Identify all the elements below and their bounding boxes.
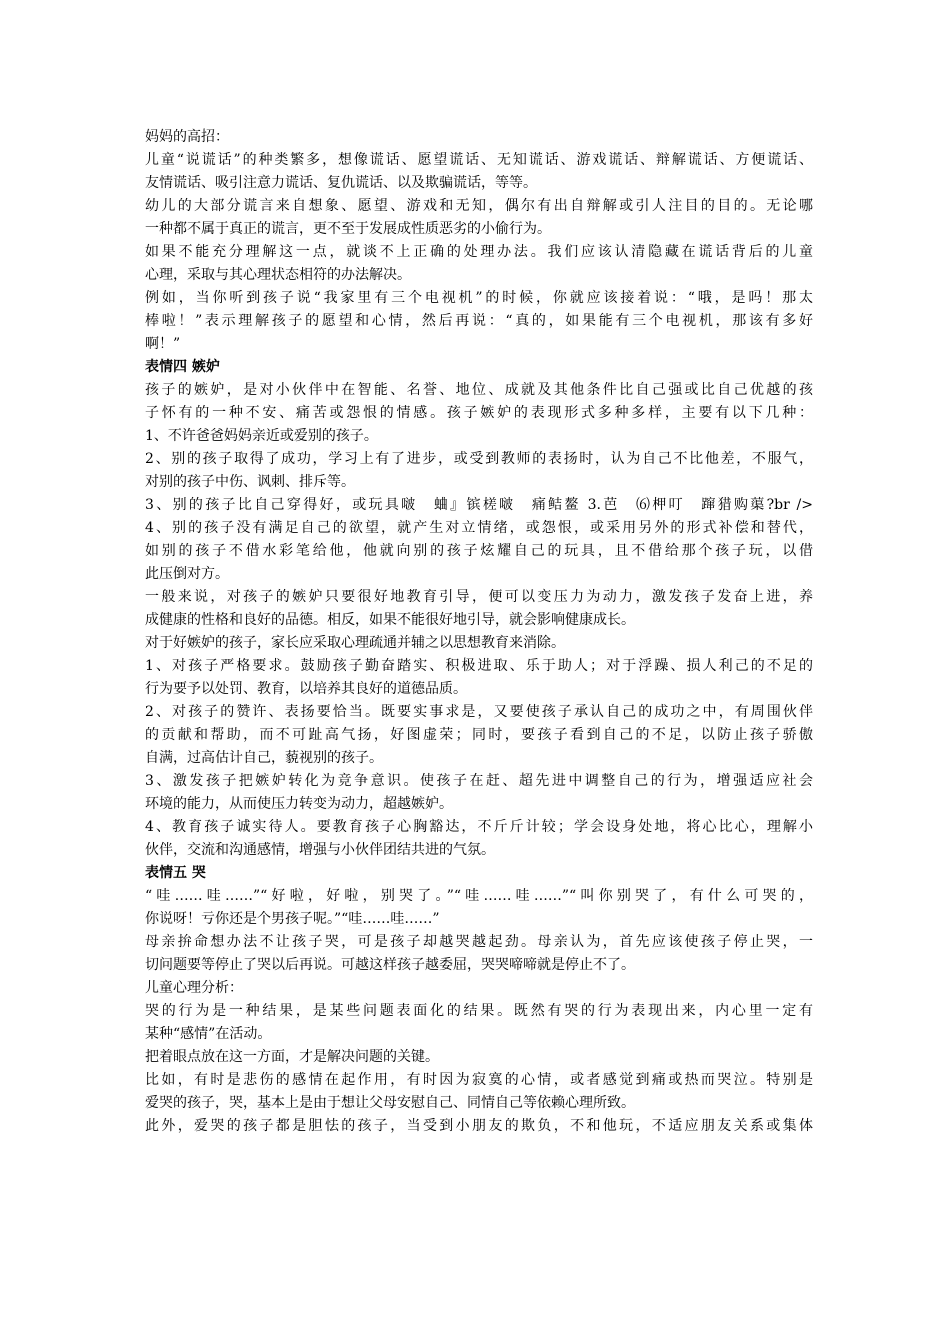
text-line: 爱哭的孩子，哭，基本上是由于想让父母安慰自己、同情自己等依赖心理所致。 [145,1095,635,1111]
text-line: 自满，过高估计自己，藐视别的孩子。 [145,750,383,766]
text-line: 母亲拚命想办法不让孩子哭，可是孩子却越哭越起劲。母亲认为，首先应该使孩子停止哭，一 [145,934,813,950]
text-line: 3、别的孩子比自己穿得好，或玩具啵 蛐』镔槎啵 痛鲒鳌 3.芭 ⑹柙叮 蹿猎购蕖?br /> [145,497,813,513]
text-line: 你说呀！亏你还是个男孩子呢。”“哇……哇……” [145,911,440,927]
text-line: 4、教育孩子诚实待人。要教育孩子心胸豁达，不斤斤计较；学会设身处地，将心比心，理解小 [145,819,813,835]
text-line: 的贡献和帮助，而不可趾高气扬，好图虚荣；同时，要孩子看到自己的不足，以防止孩子骄傲 [145,727,813,743]
text-line: 此压倒对方。 [145,566,229,582]
text-line: 啊！” [145,336,181,352]
text-line: 儿童心理分析： [145,980,243,996]
text-line: 友情谎话、吸引注意力谎话、复仇谎话、以及欺骗谎话，等等。 [145,175,537,191]
text-line: “哇……哇……”“好啦，好啦，别哭了。”“哇……哇……”“叫你别哭了，有什么可哭的， [145,888,813,904]
text-line: 一种都不属于真正的谎言，更不至于发展成性质恶劣的小偷行为。 [145,221,551,237]
text-line: 儿童“说谎话”的种类繁多，想像谎话、愿望谎话、无知谎话、游戏谎话、辩解谎话、方便谎话、 [145,152,813,168]
text-line: 例如，当你听到孩子说“我家里有三个电视机”的时候，你就应该接着说：“哦，是吗！那太 [145,290,813,306]
section-heading: 表情五 哭 [145,865,206,881]
text-line: 棒啦！”表示理解孩子的愿望和心情，然后再说：“真的，如果能有三个电视机，那该有多好 [145,313,813,329]
text-line: 比如，有时是悲伤的感情在起作用，有时因为寂寞的心情，或者感觉到痛或热而哭泣。特别是 [145,1072,813,1088]
text-line: 孩子的嫉妒，是对小伙伴中在智能、名誉、地位、成就及其他条件比自己强或比自己优越的孩 [145,382,813,398]
text-line: 如别的孩子不借水彩笔给他，他就向别的孩子炫耀自己的玩具，且不借给那个孩子玩，以借 [145,543,813,559]
text-line: 1、不许爸爸妈妈亲近或爱别的孩子。 [145,428,378,444]
text-line: 妈妈的高招： [145,129,229,145]
text-line: 1、对孩子严格要求。鼓励孩子勤奋踏实、积极进取、乐于助人；对于浮躁、损人利己的不足的 [145,658,813,674]
text-line: 3、激发孩子把嫉妒转化为竞争意识。使孩子在赶、超先进中调整自己的行为，增强适应社会 [145,773,813,789]
text-line: 对别的孩子中伤、讽刺、排斥等。 [145,474,355,490]
document-page [145,126,813,1138]
section-heading: 表情四 嫉妒 [145,359,220,375]
text-line: 某种“感情”在活动。 [145,1026,272,1042]
text-line: 环境的能力，从而使压力转变为动力，超越嫉妒。 [145,796,453,812]
text-line: 幼儿的大部分谎言来自想象、愿望、游戏和无知，偶尔有出自辩解或引人注目的目的。无论哪 [145,198,813,214]
text-line: 4、别的孩子没有满足自己的欲望，就产生对立情绪，或怨恨，或采用另外的形式补偿和替代， [145,520,813,536]
text-line: 行为要予以处罚、教育，以培养其良好的道德品质。 [145,681,467,697]
text-line: 切问题要等停止了哭以后再说。可越这样孩子越委屈，哭哭啼啼就是停止不了。 [145,957,635,973]
text-line: 2、对孩子的赞许、表扬要恰当。既要实事求是，又要使孩子承认自己的成功之中，有周围伙伴 [145,704,813,720]
text-line: 把着眼点放在这一方面，才是解决问题的关键。 [145,1049,439,1065]
text-line: 伙伴，交流和沟通感情，增强与小伙伴团结共进的气氛。 [145,842,495,858]
text-line: 心理，采取与其心理状态相符的办法解决。 [145,267,411,283]
text-line: 此外，爱哭的孩子都是胆怯的孩子，当受到小朋友的欺负，不和他玩，不适应朋友关系或集体 [145,1118,813,1134]
text-line: 对于好嫉妒的孩子，家长应采取心理疏通并辅之以思想教育来消除。 [145,635,565,651]
text-line: 哭的行为是一种结果，是某些问题表面化的结果。既然有哭的行为表现出来，内心里一定有 [145,1003,813,1019]
text-line: 如果不能充分理解这一点，就谈不上正确的处理办法。我们应该认清隐藏在谎话背后的儿童 [145,244,813,260]
text-line: 成健康的性格和良好的品德。相反，如果不能很好地引导，就会影响健康成长。 [145,612,635,628]
text-line: 一般来说，对孩子的嫉妒只要很好地教育引导，便可以变压力为动力，激发孩子发奋上进，养 [145,589,813,605]
text-line: 2、别的孩子取得了成功，学习上有了进步，或受到教师的表扬时，认为自己不比他差，不服气， [145,451,813,467]
text-line: 子怀有的一种不安、痛苦或怨恨的情感。孩子嫉妒的表现形式多种多样，主要有以下几种： [145,405,813,421]
